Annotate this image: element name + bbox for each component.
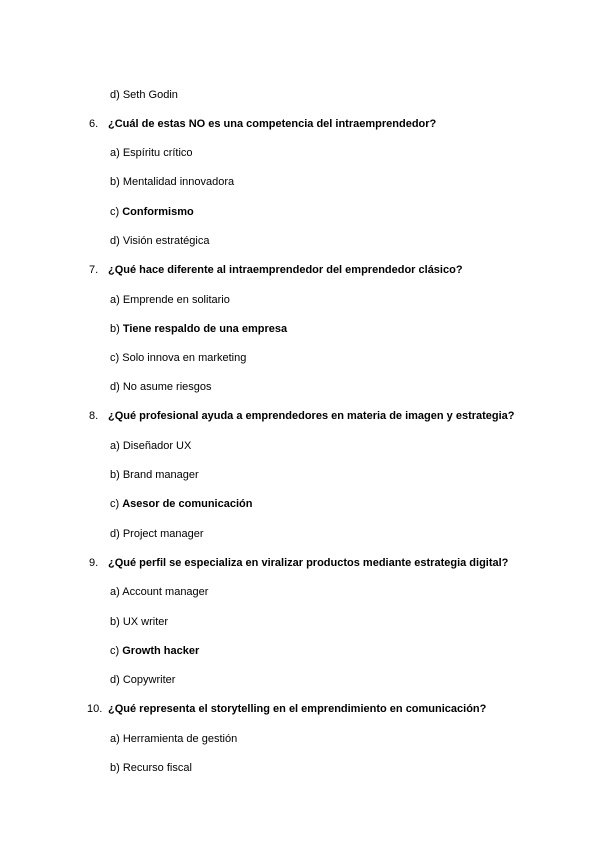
question-9-option-c (110, 644, 199, 658)
option-text: Copywriter (122, 674, 176, 686)
option-text: Brand manager (122, 469, 199, 481)
option-prefix: d) (110, 528, 123, 540)
option-text-correct: Growth hacker (122, 645, 200, 657)
option-text: Project manager (122, 528, 204, 540)
option-text-correct: Asesor de comunicación (122, 498, 253, 510)
option-prefix: d) (110, 381, 123, 393)
question-7-option-b (110, 322, 287, 336)
question-9-option-b (110, 615, 168, 629)
question-8-option-b (110, 468, 199, 482)
option-prefix: a) (110, 586, 123, 598)
question-7-option-d (110, 380, 212, 394)
option-prefix: a) (110, 733, 123, 745)
question-9-option-d (110, 673, 175, 687)
option-text: No asume riesgos (122, 381, 212, 393)
question-8-number: 8. (89, 410, 99, 422)
option-prefix: c) (110, 498, 123, 510)
option-lead (110, 88, 178, 102)
option-prefix: c) (110, 206, 123, 218)
option-prefix: b) (110, 469, 123, 481)
option-text: Espíritu crítico (122, 147, 193, 159)
option-prefix: c) (110, 645, 123, 657)
option-text: Account manager (122, 586, 209, 598)
question-10-option-b (110, 761, 192, 775)
question-9-option-a (110, 585, 208, 599)
option-text: Diseñador UX (122, 440, 192, 452)
option-text-correct: Tiene respaldo de una empresa (122, 323, 288, 335)
question-8-text: ¿Qué profesional ayuda a emprendedores en materia de imagen y estrategia? (108, 410, 515, 422)
question-9-text: ¿Qué perfil se especializa en viralizar productos mediante estrategia digital? (108, 557, 509, 569)
option-text: Mentalidad innovadora (122, 176, 235, 188)
question-7-option-c (110, 351, 246, 365)
question-7-option-a (110, 293, 230, 307)
option-prefix: a) (110, 294, 123, 306)
question-7-number: 7. (89, 264, 99, 276)
option-text: Emprende en solitario (122, 294, 230, 306)
question-6-option-b (110, 175, 234, 189)
option-prefix: b) (110, 323, 123, 335)
option-text: Solo innova en marketing (122, 352, 247, 364)
question-8-option-d (110, 527, 204, 541)
question-7-text: ¿Qué hace diferente al intraemprendedor del emprendedor clásico? (108, 264, 463, 276)
option-prefix: b) (110, 616, 123, 628)
option-text: Seth Godin (122, 89, 178, 101)
option-text: UX writer (122, 616, 169, 628)
option-prefix: c) (110, 352, 123, 364)
option-prefix: b) (110, 176, 123, 188)
question-10-number: 10. (87, 703, 103, 715)
question-9-number: 9. (89, 557, 99, 569)
question-6-text: ¿Cuál de estas NO es una competencia del intraemprendedor? (108, 118, 437, 130)
option-prefix: d) (110, 89, 123, 101)
question-10-text: ¿Qué representa el storytelling en el emprendimiento en comunicación? (108, 703, 487, 715)
question-8-option-a (110, 439, 191, 453)
option-prefix: d) (110, 235, 123, 247)
option-prefix: d) (110, 674, 123, 686)
option-text: Herramienta de gestión (122, 733, 238, 745)
option-prefix: a) (110, 440, 123, 452)
option-text-correct: Conformismo (122, 206, 194, 218)
question-6-number: 6. (89, 118, 99, 130)
option-text: Recurso fiscal (122, 762, 192, 774)
question-6-option-d (110, 234, 209, 248)
question-10-option-a (110, 732, 237, 746)
option-prefix: b) (110, 762, 123, 774)
question-8-option-c (110, 497, 252, 511)
option-prefix: a) (110, 147, 123, 159)
question-6-option-a (110, 146, 193, 160)
option-text: Visión estratégica (122, 235, 210, 247)
question-6-option-c (110, 205, 194, 219)
